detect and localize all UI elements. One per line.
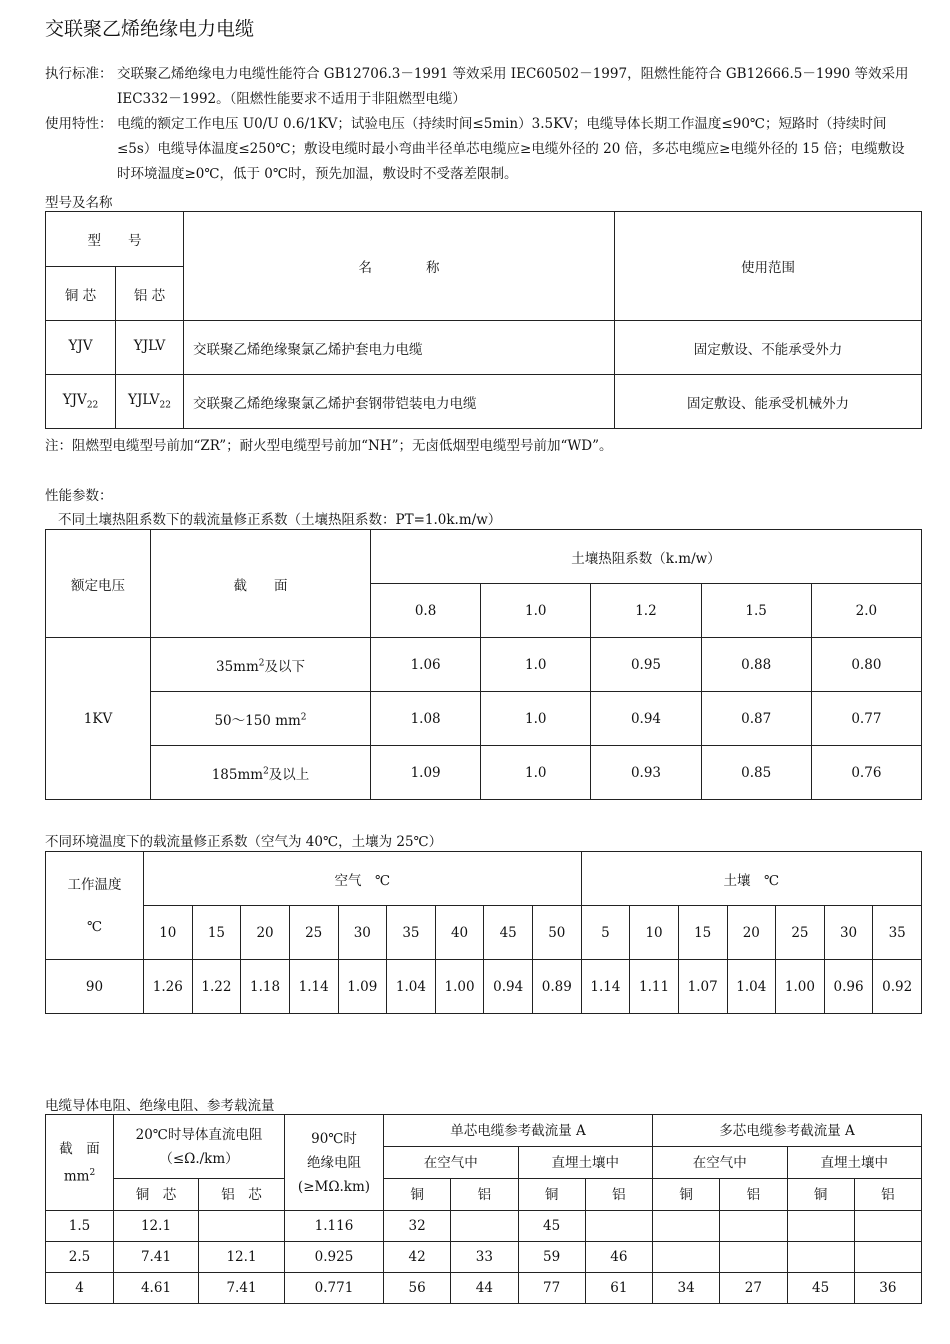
section-text: 185mm <box>211 766 264 783</box>
temp-table <box>45 851 922 1014</box>
air-col-header: 50 <box>533 906 582 960</box>
usage-paragraph <box>45 112 915 187</box>
header-insulation <box>285 1115 384 1211</box>
header-name: 名 称 <box>184 212 615 321</box>
multi-soil: 直埋土壤中 <box>787 1147 922 1179</box>
data-cell <box>585 1211 652 1242</box>
data-cell <box>451 1211 518 1242</box>
coef-cell: 0.85 <box>701 746 811 800</box>
models-table <box>45 211 922 429</box>
dc-label: 20℃时导体直流电阻 <box>135 1126 263 1143</box>
coef-cell: 0.94 <box>591 692 701 746</box>
soil-col-header: 0.8 <box>371 584 481 638</box>
header-section: 截 面 <box>151 530 371 638</box>
air-coef-cell: 1.00 <box>435 960 484 1014</box>
header-dc-resistance <box>114 1115 285 1179</box>
multi-air: 在空气中 <box>653 1147 788 1179</box>
data-cell: 36 <box>854 1273 921 1304</box>
table-row <box>46 1242 922 1273</box>
standard-paragraph <box>45 62 915 112</box>
al-model-text: YJLV <box>133 338 166 355</box>
cu-model <box>46 321 116 375</box>
data-cell: 1.5 <box>46 1211 114 1242</box>
cu-header: 铜 <box>787 1179 854 1211</box>
data-cell: 59 <box>518 1242 585 1273</box>
section-cell <box>151 692 371 746</box>
table-row <box>46 375 922 429</box>
al-header: 铝 <box>720 1179 787 1211</box>
data-cell: 0.771 <box>285 1273 384 1304</box>
coef-cell: 1.0 <box>481 746 591 800</box>
data-cell: 33 <box>451 1242 518 1273</box>
data-cell <box>787 1211 854 1242</box>
header-soil-temp: 土壤 ℃ <box>581 852 921 906</box>
work-temp-cell: 90 <box>46 960 144 1014</box>
data-cell: 4.61 <box>114 1273 199 1304</box>
ins-label-1: 90℃时 <box>311 1130 357 1147</box>
work-temp-unit: ℃ <box>86 918 103 935</box>
data-cell <box>720 1242 787 1273</box>
section-label: 截 面 <box>59 1140 100 1157</box>
section-sup: 2 <box>89 1167 96 1178</box>
air-coef-cell: 0.89 <box>533 960 582 1014</box>
usage-label: 使用特性： <box>45 116 113 132</box>
al-model-sub: 22 <box>159 400 171 411</box>
air-coef-cell: 1.14 <box>289 960 338 1014</box>
soil-col-header: 1.5 <box>701 584 811 638</box>
coef-cell: 0.88 <box>701 638 811 692</box>
coef-cell: 0.80 <box>811 638 921 692</box>
voltage-cell: 1KV <box>46 638 151 800</box>
data-cell: 42 <box>384 1242 451 1273</box>
soil-col-header: 1.0 <box>481 584 591 638</box>
al-model <box>116 375 184 429</box>
coef-cell: 1.0 <box>481 692 591 746</box>
section-post: 及以下 <box>264 658 305 675</box>
cu-model-text: YJV <box>62 392 87 409</box>
perf-subheading: 不同土壤热阻系数下的载流量修正系数（土壤热阻系数：PT=1.0k.m/w） <box>58 512 502 528</box>
cu-core-header: 铜 芯 <box>114 1179 199 1211</box>
header-al: 铝 芯 <box>116 267 184 321</box>
cu-model-sub: 22 <box>86 400 99 411</box>
models-note: 注：阻燃型电缆型号前加“ZR”；耐火型电缆型号前加“NH”；无卤低烟型电缆型号前加“WD”。 <box>45 438 613 454</box>
soil-col-header: 1.2 <box>591 584 701 638</box>
section-cell <box>151 746 371 800</box>
coef-cell: 1.0 <box>481 638 591 692</box>
soil-col-header: 2.0 <box>811 584 921 638</box>
data-cell: 4 <box>46 1273 114 1304</box>
soil-coef-cell: 1.04 <box>727 960 776 1014</box>
temp-heading: 不同环境温度下的载流量修正系数（空气为 40℃，土壤为 25℃） <box>45 834 443 850</box>
section-unit: mm <box>63 1168 90 1185</box>
resistance-table <box>45 1114 922 1304</box>
air-coef-cell: 1.26 <box>144 960 193 1014</box>
coef-cell: 1.06 <box>371 638 481 692</box>
data-cell <box>653 1242 720 1273</box>
data-cell: 56 <box>384 1273 451 1304</box>
data-cell <box>720 1211 787 1242</box>
header-section <box>46 1115 114 1211</box>
soil-col-header: 20 <box>727 906 776 960</box>
standard-label: 执行标准： <box>45 66 113 82</box>
data-cell <box>653 1211 720 1242</box>
cu-header: 铜 <box>384 1179 451 1211</box>
soil-col-header: 10 <box>630 906 679 960</box>
soil-col-header: 5 <box>581 906 630 960</box>
usage-range: 固定敷设、不能承受外力 <box>615 321 922 375</box>
soil-coef-cell: 1.07 <box>678 960 727 1014</box>
soil-col-header: 15 <box>678 906 727 960</box>
header-cu: 铜 芯 <box>46 267 116 321</box>
table-row <box>46 692 922 746</box>
coef-cell: 0.76 <box>811 746 921 800</box>
air-col-header: 10 <box>144 906 193 960</box>
data-cell <box>854 1242 921 1273</box>
data-cell: 7.41 <box>199 1273 285 1304</box>
header-air: 空气 ℃ <box>144 852 582 906</box>
data-cell: 2.5 <box>46 1242 114 1273</box>
header-multi-core: 多芯电缆参考截流量 A <box>653 1115 922 1147</box>
table-row <box>46 1273 922 1304</box>
header-voltage: 额定电压 <box>46 530 151 638</box>
dc-unit: （≤Ω./km） <box>159 1150 239 1167</box>
air-col-header: 30 <box>338 906 387 960</box>
data-cell: 44 <box>451 1273 518 1304</box>
data-cell: 45 <box>787 1273 854 1304</box>
soil-coef-cell: 1.00 <box>776 960 825 1014</box>
coef-cell: 0.87 <box>701 692 811 746</box>
air-col-header: 15 <box>192 906 241 960</box>
data-cell: 0.925 <box>285 1242 384 1273</box>
coef-cell: 0.93 <box>591 746 701 800</box>
table-row <box>46 1211 922 1242</box>
data-cell: 61 <box>585 1273 652 1304</box>
data-cell: 34 <box>653 1273 720 1304</box>
header-single-core: 单芯电缆参考截流量 A <box>384 1115 653 1147</box>
data-cell: 1.116 <box>285 1211 384 1242</box>
models-heading: 型号及名称 <box>45 195 113 211</box>
al-header: 铝 <box>451 1179 518 1211</box>
section-sup: 2 <box>300 712 307 722</box>
data-cell: 45 <box>518 1211 585 1242</box>
air-col-header: 45 <box>484 906 533 960</box>
soil-coef-cell: 0.92 <box>873 960 922 1014</box>
cu-model <box>46 375 116 429</box>
soil-coef-cell: 0.96 <box>824 960 873 1014</box>
section-text: 50～150 mm <box>214 712 301 729</box>
perf-heading: 性能参数： <box>45 488 113 504</box>
air-coef-cell: 1.18 <box>241 960 290 1014</box>
single-soil: 直埋土壤中 <box>518 1147 653 1179</box>
data-cell: 12.1 <box>114 1211 199 1242</box>
section-cell <box>151 638 371 692</box>
header-work-temp <box>46 852 144 960</box>
al-header: 铝 <box>854 1179 921 1211</box>
al-model-text: YJLV <box>128 392 160 409</box>
soil-coef-cell: 1.14 <box>581 960 630 1014</box>
coef-cell: 0.95 <box>591 638 701 692</box>
cable-name: 交联聚乙烯绝缘聚氯乙烯护套电力电缆 <box>184 321 615 375</box>
coef-cell: 0.77 <box>811 692 921 746</box>
res-heading: 电缆导体电阻、绝缘电阻、参考载流量 <box>45 1098 275 1114</box>
soil-coef-cell: 1.11 <box>630 960 679 1014</box>
air-col-header: 25 <box>289 906 338 960</box>
soil-col-header: 25 <box>776 906 825 960</box>
cu-header: 铜 <box>518 1179 585 1211</box>
air-col-header: 20 <box>241 906 290 960</box>
table-row <box>46 638 922 692</box>
data-cell <box>787 1242 854 1273</box>
header-range: 使用范围 <box>615 212 922 321</box>
data-cell: 12.1 <box>199 1242 285 1273</box>
soil-col-header: 35 <box>873 906 922 960</box>
coef-cell: 1.09 <box>371 746 481 800</box>
air-coef-cell: 1.22 <box>192 960 241 1014</box>
doc-title: 交联聚乙烯绝缘电力电缆 <box>45 18 255 40</box>
section-post: 及以上 <box>268 766 310 783</box>
soil-col-header: 30 <box>824 906 873 960</box>
soil-table <box>45 529 922 800</box>
data-cell: 27 <box>720 1273 787 1304</box>
data-cell <box>854 1211 921 1242</box>
data-cell: 46 <box>585 1242 652 1273</box>
table-row <box>46 321 922 375</box>
data-cell: 7.41 <box>114 1242 199 1273</box>
header-soil: 土壤热阻系数（k.m/w） <box>371 530 922 584</box>
cu-header: 铜 <box>653 1179 720 1211</box>
data-cell: 77 <box>518 1273 585 1304</box>
air-coef-cell: 1.04 <box>387 960 436 1014</box>
cu-model-text: YJV <box>68 338 93 355</box>
cable-name: 交联聚乙烯绝缘聚氯乙烯护套钢带铠装电力电缆 <box>184 375 615 429</box>
section-sup: 2 <box>258 658 265 668</box>
ins-label-3: (≥MΩ.km) <box>297 1178 371 1195</box>
air-coef-cell: 0.94 <box>484 960 533 1014</box>
air-col-header: 40 <box>435 906 484 960</box>
al-core-header: 铝 芯 <box>199 1179 285 1211</box>
header-model: 型 号 <box>46 212 184 267</box>
air-col-header: 35 <box>387 906 436 960</box>
usage-range: 固定敷设、能承受机械外力 <box>615 375 922 429</box>
data-cell <box>199 1211 285 1242</box>
coef-cell: 1.08 <box>371 692 481 746</box>
table-row <box>46 746 922 800</box>
ins-label-2: 绝缘电阻 <box>307 1154 361 1171</box>
al-header: 铝 <box>585 1179 652 1211</box>
data-cell: 32 <box>384 1211 451 1242</box>
single-air: 在空气中 <box>384 1147 519 1179</box>
air-coef-cell: 1.09 <box>338 960 387 1014</box>
work-temp-label: 工作温度 <box>67 876 122 893</box>
section-text: 35mm <box>215 658 259 675</box>
standard-text: 交联聚乙烯绝缘电力电缆性能符合 GB12706.3－1991 等效采用 IEC60502－1997，阻燃性能符合 GB12666.5－1990 等效采用 IEC332－1992。（阻燃性能要求不适用于非阻燃型电缆） <box>117 66 909 107</box>
usage-text: 电缆的额定工作电压 U0/U 0.6/1KV；试验电压（持续时间≤5min）3.5KV；电缆导体长期工作温度≤90℃；短路时（持续时间≤5s）电缆导体温度≤250℃；敷设电缆时最小弯曲半径单芯电缆应≥电缆外径的 20 倍，多芯电缆应≥电缆外径的 15 倍；电缆敷设时环境温度≥0℃，低于 0℃时，预先加温，敷设时不受落差限制。 <box>117 116 905 182</box>
section-sup: 2 <box>263 766 269 776</box>
al-model <box>116 321 184 375</box>
